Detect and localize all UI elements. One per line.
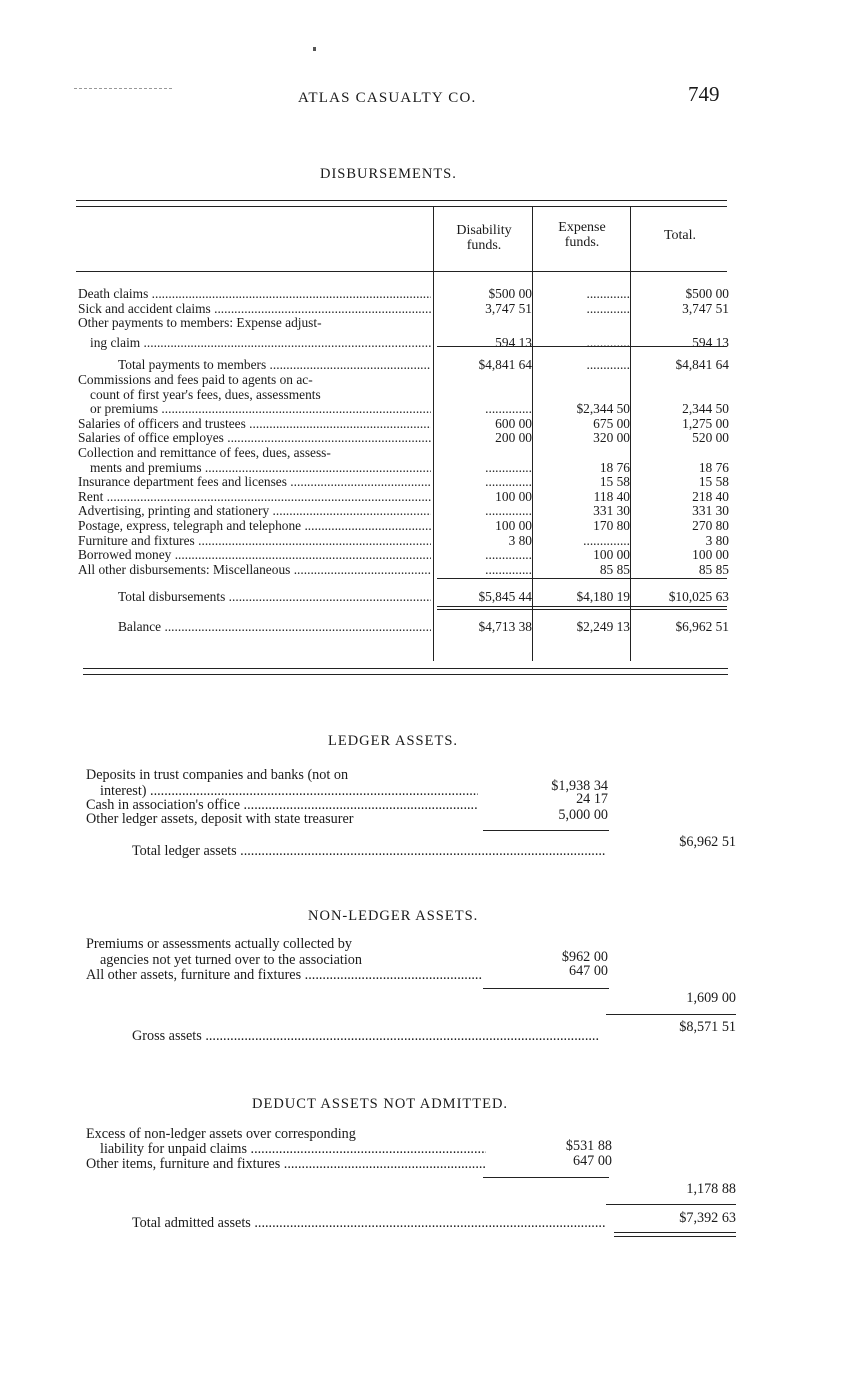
non-ledger-item-other: All other assets, furniture and fixtures ..... xyxy=(86,968,482,983)
col-rule-1 xyxy=(433,206,434,661)
non-ledger-subtotal-amount: 1,609 00 xyxy=(686,990,736,1006)
non-ledger-assets-title: NON-LEDGER ASSETS. xyxy=(308,908,479,924)
total-disbursements-expense: $4,180 19 xyxy=(576,590,630,604)
total-disbursements-total: $10,025 63 xyxy=(668,590,729,604)
disability-funds-cell: 3 80 xyxy=(508,533,532,548)
non-ledger-subtotal-rule xyxy=(483,988,609,989)
col-header-disability: Disability funds. xyxy=(456,223,512,253)
disability-funds-cell: 100 00 xyxy=(495,489,532,504)
expense-funds-cell: ............. xyxy=(586,335,630,350)
total-cell: 3,747 51 xyxy=(682,301,729,316)
ledger-item-deposits-amount: $1,938 34 xyxy=(551,778,608,794)
row-label: Collection and remittance of fees, dues, assess- xyxy=(78,446,331,460)
deduct-item-excess-cont: liability for unpaid claims ..... xyxy=(100,1142,486,1157)
expense-funds-cell: ............. xyxy=(586,287,630,301)
non-ledger-item-premiums-amount: $962 00 xyxy=(561,949,608,965)
row-label: Salaries of officers and trustees ..... xyxy=(78,417,431,432)
running-head: ATLAS CASUALTY CO. xyxy=(298,90,477,106)
disability-funds-cell: .............. xyxy=(485,402,532,417)
total-payments-rule xyxy=(437,346,727,347)
disability-funds-cell: $500 00 xyxy=(488,287,532,301)
balance-disability: $4,713 38 xyxy=(478,620,532,634)
total-disbursements-label: Total disbursements ..... xyxy=(78,590,431,605)
expense-funds-cell: ............. xyxy=(586,301,630,316)
col-header-expense: Expense funds. xyxy=(558,220,606,250)
disability-funds-cell: .............. xyxy=(485,475,532,490)
table-top-rule xyxy=(76,200,727,201)
disability-funds-cell: 3,747 51 xyxy=(485,301,532,316)
total-cell: $4,841 64 xyxy=(675,358,729,373)
admitted-rule xyxy=(606,1204,736,1205)
scan-mark-left xyxy=(74,88,172,93)
total-disb-rule xyxy=(437,578,727,579)
total-cell: 1,275 00 xyxy=(682,416,729,431)
scan-speck xyxy=(313,47,316,51)
table-bottom-rule-2 xyxy=(83,674,728,675)
balance-expense: $2,249 13 xyxy=(576,620,630,634)
row-label: Commissions and fees paid to agents on ac- xyxy=(78,373,313,387)
expense-funds-cell: 320 00 xyxy=(593,431,630,446)
total-cell: $500 00 xyxy=(685,287,729,301)
total-cell: 15 58 xyxy=(698,475,729,490)
expense-funds-cell: $2,344 50 xyxy=(576,402,630,417)
total-cell: 100 00 xyxy=(692,548,729,563)
admitted-double-rule xyxy=(614,1232,736,1233)
disability-funds-cell: 100 00 xyxy=(495,519,532,533)
deduct-assets-title: DEDUCT ASSETS NOT ADMITTED. xyxy=(252,1096,509,1112)
expense-funds-cell: .............. xyxy=(583,533,630,548)
disability-funds-cell: .............. xyxy=(485,562,532,577)
disability-funds-cell: $4,841 64 xyxy=(478,358,532,373)
gross-rule xyxy=(606,1014,736,1015)
total-cell: 594 13 xyxy=(692,335,729,350)
disability-funds-cell: 200 00 xyxy=(495,431,532,446)
ledger-item-cash-amount: 24 17 xyxy=(576,791,608,807)
disability-funds-cell: .............. xyxy=(485,504,532,519)
balance-rule xyxy=(437,606,727,607)
non-ledger-item-premiums: Premiums or assessments actually collected by xyxy=(86,937,352,952)
total-cell: 270 80 xyxy=(692,519,729,533)
row-label: Advertising, printing and stationery ..... xyxy=(78,504,431,519)
disability-funds-cell: .............. xyxy=(485,548,532,563)
ledger-total-row: Total ledger assets ..... xyxy=(132,844,606,859)
disability-funds-cell: 594 13 xyxy=(495,335,532,350)
non-ledger-item-other-amount: 647 00 xyxy=(568,963,608,979)
total-disbursements-disability: $5,845 44 xyxy=(478,590,532,604)
disability-funds-cell: 600 00 xyxy=(495,416,532,431)
row-label: Furniture and fixtures ..... xyxy=(78,534,431,549)
balance-total: $6,962 51 xyxy=(675,620,729,634)
row-label: Total payments to members ..... xyxy=(78,358,431,373)
ledger-item-cash: Cash in association's office ..... xyxy=(86,798,478,813)
row-label: count of first year's fees, dues, assessments xyxy=(90,387,321,402)
row-label: Sick and accident claims ..... xyxy=(78,302,431,317)
expense-funds-cell: 118 40 xyxy=(593,489,630,504)
ledger-item-deposits-cont: interest) ..... xyxy=(100,784,478,799)
ledger-item-deposits: Deposits in trust companies and banks (not on xyxy=(86,768,349,783)
row-label: ments and premiums ..... xyxy=(78,461,431,476)
total-cell: 2,344 50 xyxy=(682,402,729,417)
expense-funds-cell: 15 58 xyxy=(599,475,630,490)
deduct-subtotal-rule xyxy=(483,1177,609,1178)
expense-funds-cell: 18 76 xyxy=(599,460,630,475)
row-label: Postage, express, telegraph and telephone ..... xyxy=(78,519,431,534)
disability-funds-cell: .............. xyxy=(485,460,532,475)
col-rule-3 xyxy=(630,206,631,661)
admitted-assets-row: Total admitted assets ..... xyxy=(132,1216,606,1231)
row-label: Insurance department fees and licenses ..... xyxy=(78,475,431,490)
ledger-total-amount: $6,962 51 xyxy=(679,834,736,850)
total-cell: 3 80 xyxy=(705,533,729,548)
gross-assets-row: Gross assets ..... xyxy=(132,1029,606,1044)
admitted-assets-amount: $7,392 63 xyxy=(679,1210,736,1226)
deduct-item-excess-amount: $531 88 xyxy=(565,1138,612,1154)
ledger-item-other-amount: 5,000 00 xyxy=(558,807,608,823)
expense-funds-cell: 85 85 xyxy=(599,562,630,577)
row-label: Rent ..... xyxy=(78,490,431,505)
balance-label: Balance ..... xyxy=(78,620,431,635)
ledger-item-other: Other ledger assets, deposit with state treasurer xyxy=(86,812,354,827)
total-cell: 85 85 xyxy=(698,562,729,577)
expense-funds-cell: ............. xyxy=(586,358,630,373)
deduct-item-other-amount: 647 00 xyxy=(572,1153,612,1169)
total-cell: 18 76 xyxy=(698,460,729,475)
admitted-double-rule-2 xyxy=(614,1236,736,1237)
deduct-item-other: Other items, furniture and fixtures ..... xyxy=(86,1157,486,1172)
total-cell: 520 00 xyxy=(692,431,729,446)
expense-funds-cell: 331 30 xyxy=(593,504,630,519)
row-label: Borrowed money ..... xyxy=(78,548,431,563)
expense-funds-cell: 170 80 xyxy=(593,519,630,533)
row-label: ing claim ..... xyxy=(78,336,431,351)
deduct-item-excess: Excess of non-ledger assets over corresponding xyxy=(86,1127,356,1142)
col-header-total: Total. xyxy=(663,228,697,243)
row-label: Other payments to members: Expense adjust- xyxy=(78,316,322,331)
row-label: Salaries of office employes ..... xyxy=(78,431,431,446)
page-number: 749 xyxy=(688,82,720,106)
gross-assets-amount: $8,571 51 xyxy=(679,1019,736,1035)
col-rule-2 xyxy=(532,206,533,661)
row-label: or premiums ..... xyxy=(78,402,431,417)
total-cell: 218 40 xyxy=(692,489,729,504)
expense-funds-cell: 675 00 xyxy=(593,416,630,431)
row-label: All other disbursements: Miscellaneous ..... xyxy=(78,563,431,578)
total-cell: 331 30 xyxy=(692,504,729,519)
expense-funds-cell: 100 00 xyxy=(593,548,630,563)
balance-rule-2 xyxy=(437,609,727,610)
non-ledger-item-premiums-cont: agencies not yet turned over to the association xyxy=(100,953,362,968)
table-bottom-rule xyxy=(83,668,728,669)
disbursements-title: DISBURSEMENTS. xyxy=(320,166,457,182)
ledger-subtotal-rule xyxy=(483,830,609,831)
deduct-subtotal-amount: 1,178 88 xyxy=(686,1181,736,1197)
row-label: Death claims ..... xyxy=(78,287,431,302)
ledger-assets-title: LEDGER ASSETS. xyxy=(328,733,459,749)
